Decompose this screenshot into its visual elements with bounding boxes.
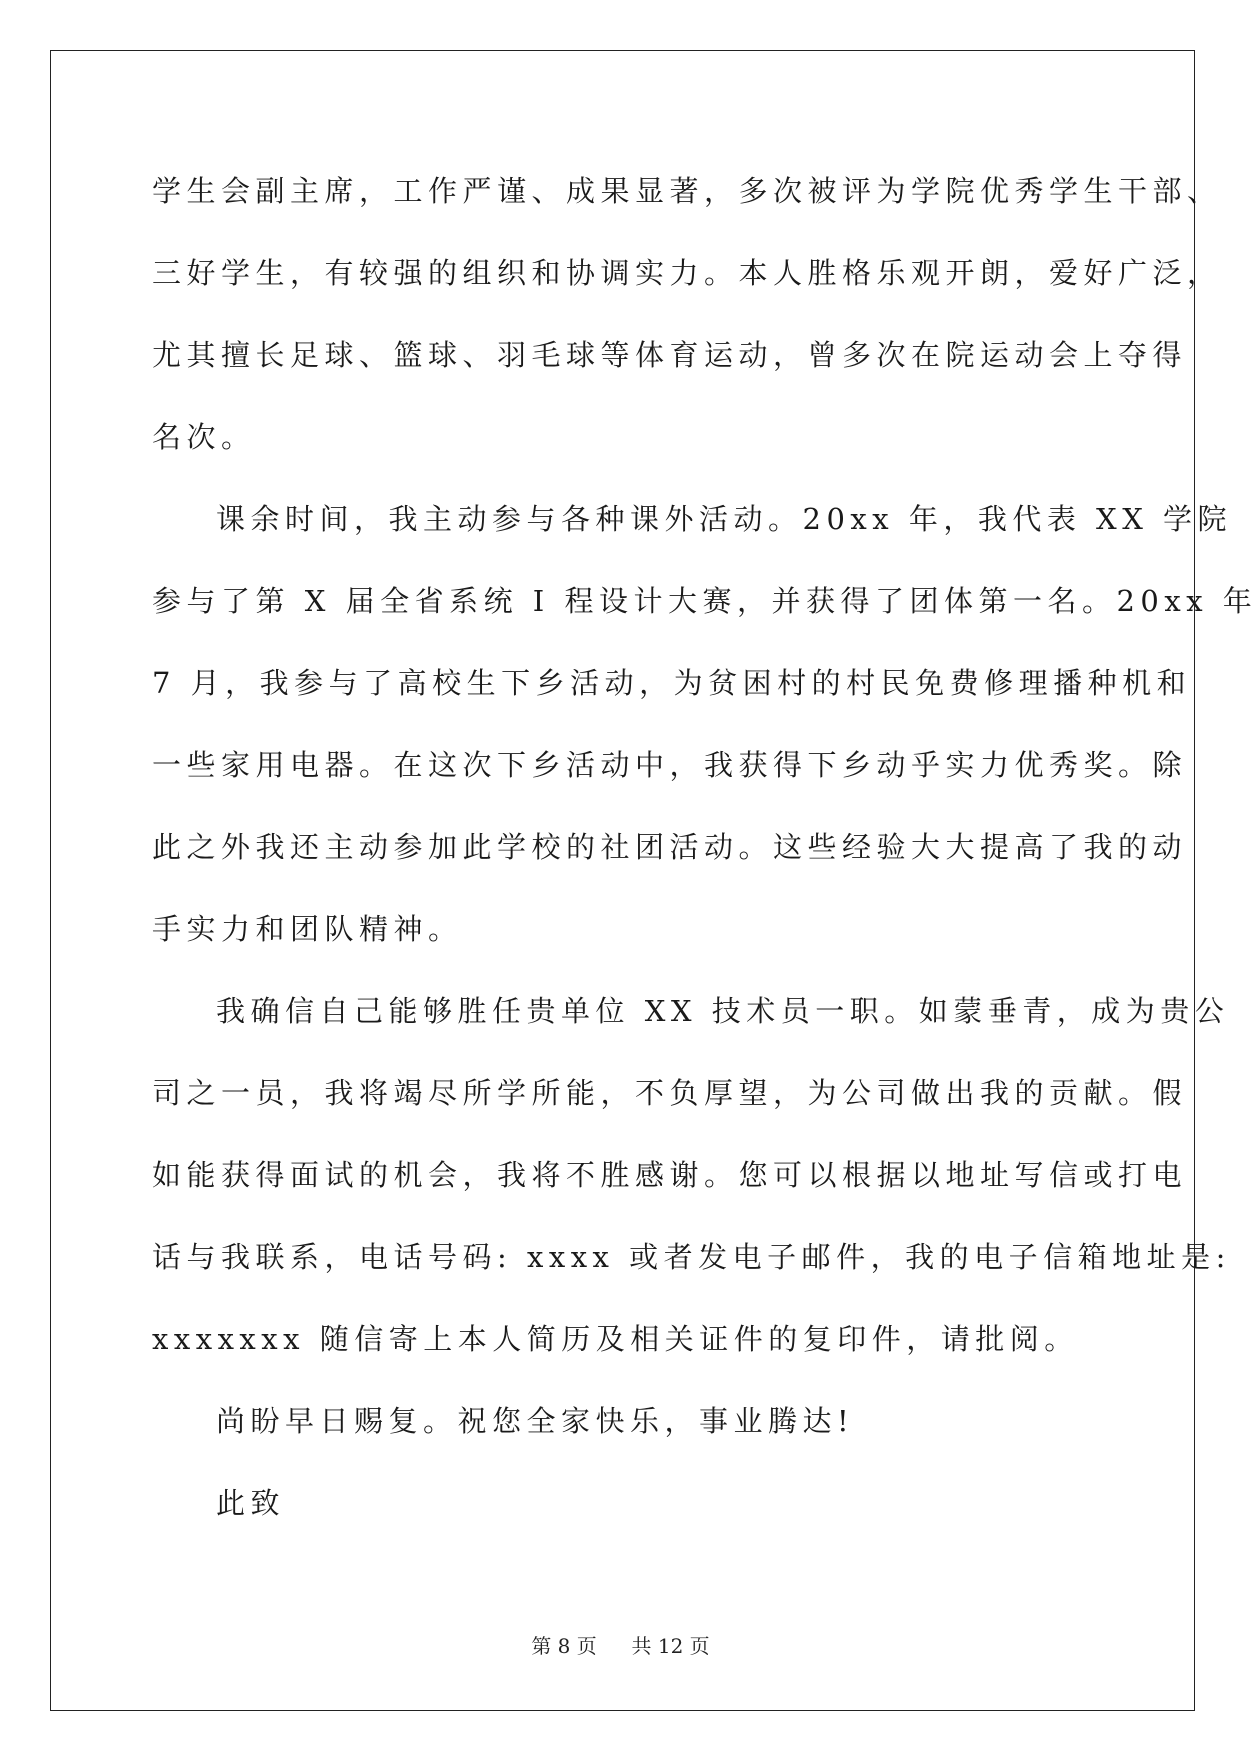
text-line: 一些家用电器。在这次下乡活动中，我获得下乡动乎实力优秀奖。除 — [152, 748, 1188, 782]
salutation-closing: 此致 — [216, 1486, 286, 1520]
letter-body — [152, 150, 1257, 1544]
text-line: 7 月，我参与了高校生下乡活动，为贫困村的村民免费修理播种机和 — [152, 666, 1192, 700]
closing-wish: 尚盼早日赐复。祝您全家快乐，事业腾达! — [216, 1404, 855, 1438]
page-footer — [0, 1630, 1241, 1659]
text-line: xxxxxxx 随信寄上本人简历及相关证件的复印件，请批阅。 — [152, 1322, 1079, 1356]
page-total: 共 12 页 — [631, 1634, 710, 1658]
text-line: 参与了第 X 届全省系统 I 程设计大赛，并获得了团体第一名。20xx 年 — [152, 584, 1257, 618]
page-number: 第 8 页 — [531, 1634, 597, 1658]
paragraph-start-line: 课余时间，我主动参与各种课外活动。20xx 年，我代表 XX 学院 — [216, 502, 1233, 536]
paragraph-start-line: 我确信自己能够胜任贵单位 XX 技术员一职。如蒙垂青，成为贵公 — [216, 994, 1230, 1028]
text-line: 尤其擅长足球、篮球、羽毛球等体育运动，曾多次在院运动会上夺得 — [152, 338, 1188, 372]
text-line: 如能获得面试的机会，我将不胜感谢。您可以根据以地址写信或打电 — [152, 1158, 1188, 1192]
text-line: 手实力和团队精神。 — [152, 912, 463, 946]
text-line: 司之一员，我将竭尽所学所能，不负厚望，为公司做出我的贡献。假 — [152, 1076, 1188, 1110]
text-line: 学生会副主席，工作严谨、成果显著，多次被评为学院优秀学生干部、 — [152, 174, 1222, 208]
text-line: 三好学生，有较强的组织和协调实力。本人胜格乐观开朗，爱好广泛， — [152, 256, 1222, 290]
text-line: 名次。 — [152, 420, 256, 454]
text-line: 话与我联系，电话号码: xxxx 或者发电子邮件，我的电子信箱地址是: — [152, 1240, 1231, 1274]
text-line: 此之外我还主动参加此学校的社团活动。这些经验大大提高了我的动 — [152, 830, 1188, 864]
